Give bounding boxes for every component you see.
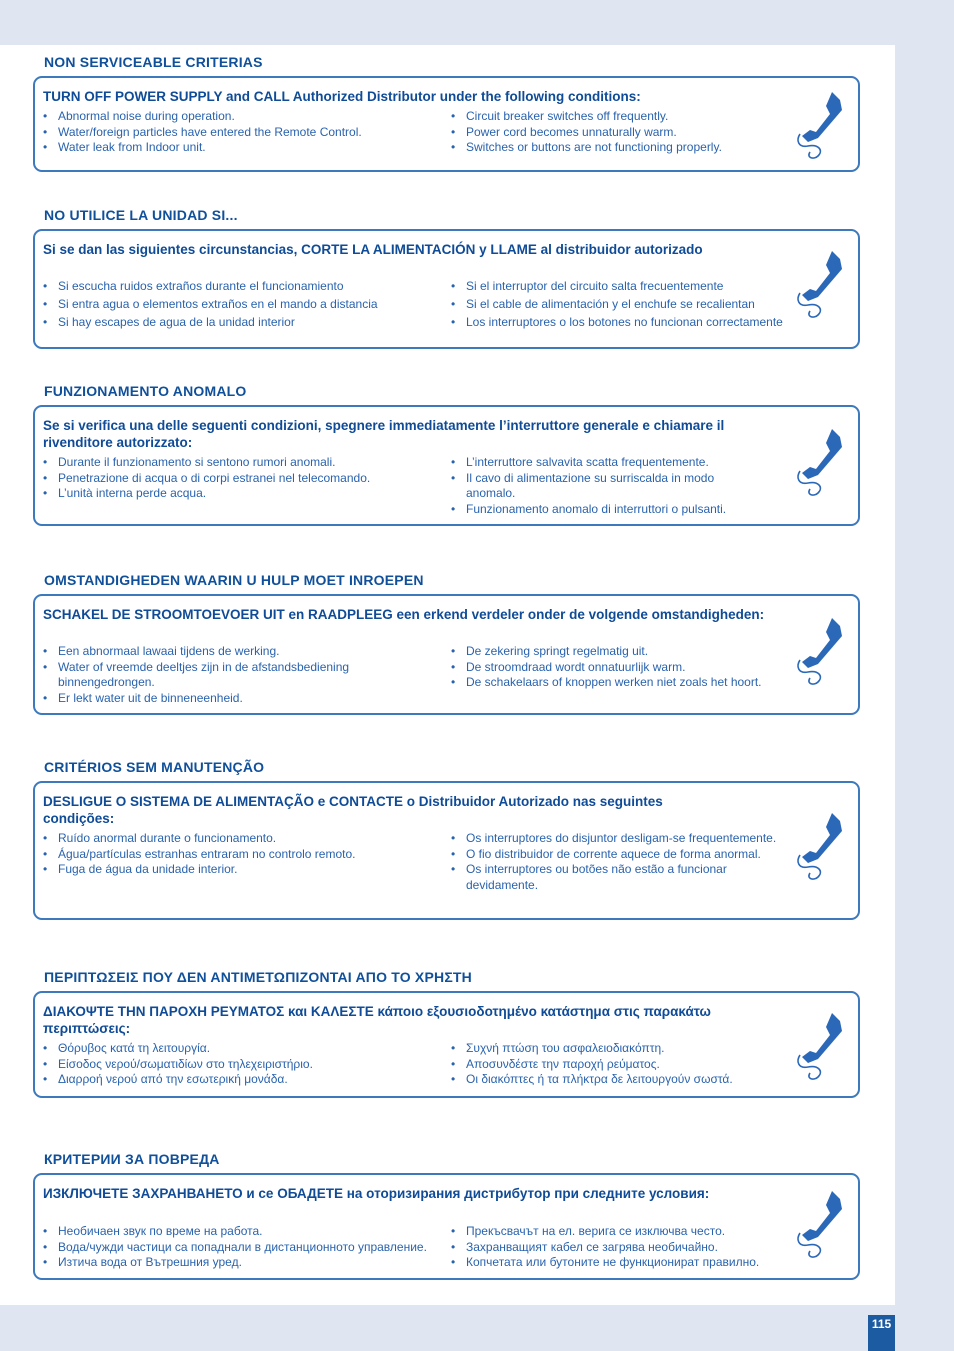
telephone-handset-icon — [794, 612, 848, 690]
notice-heading: ΔΙΑΚΟΨΤΕ ΤΗΝ ΠΑΡΟΧΗ ΡΕΥΜΑΤΟΣ και ΚΑΛΕΣΤΕ κάποιο εξουσιοδοτημένο κατάστημα στις παρακάτω περιπτώσεις: — [43, 1004, 711, 1036]
notice-heading: DESLIGUE O SISTEMA DE ALIMENTAÇÃO e CONTACTE o Distribuidor Autorizado nas seguintes condições: — [43, 794, 663, 826]
list-item: • Изтича вода от Вътрешния уред. — [43, 1255, 453, 1271]
right-list — [451, 277, 851, 331]
section-title: ΠΕΡΙΠΤΩΣΕΙΣ ΠΟΥ ΔΕΝ ΑΝΤΙΜΕΤΩΠΙΖΟΝΤΑΙ ΑΠΟ ΤΟ ΧΡΗΣΤΗ — [44, 969, 472, 985]
left-list — [43, 1224, 453, 1271]
list-item: • L’unità interna perde acqua. — [43, 486, 443, 502]
left-list — [43, 831, 443, 878]
page-sidebar — [895, 0, 954, 1351]
list-item: • Fuga de água da unidade interior. — [43, 862, 443, 878]
telephone-handset-icon — [794, 423, 848, 501]
list-item: • De zekering springt regelmatig uit. — [451, 644, 811, 660]
list-item: • Вода/чужди частици са попаднали в дистанционното управление. — [43, 1240, 453, 1256]
list-item: • Διαρροή νερού από την εσωτερική μονάδα. — [43, 1072, 443, 1088]
notice-heading: ИЗКЛЮЧЕТЕ ЗАХРАНВАНЕТО и се ОБАДЕТЕ на оторизирания дистрибутор при следните условия: — [43, 1186, 710, 1201]
section-title: CRITÉRIOS SEM MANUTENÇÃO — [44, 759, 265, 775]
notice-heading: Si se dan las siguientes circunstancias, CORTE LA ALIMENTACIÓN y LLAME al distribuidor autorizado — [43, 242, 703, 257]
list-item: • Switches or buttons are not functioning properly. — [451, 140, 811, 156]
notice-box — [33, 594, 860, 715]
left-list — [43, 644, 383, 706]
list-item: • De stroomdraad wordt onnatuurlijk warm. — [451, 660, 811, 676]
telephone-handset-icon — [794, 1185, 848, 1263]
list-item: • Circuit breaker switches off frequently. — [451, 109, 811, 125]
right-list — [451, 455, 751, 517]
notice-box — [33, 405, 860, 526]
list-item: • Прекъсвачът на ел. верига се изключва често. — [451, 1224, 811, 1240]
list-item: • Si entra agua o elementos extraños en el mando a distancia — [43, 295, 443, 313]
list-item: • Water of vreemde deeltjes zijn in de afstandsbediening binnengedrongen. — [43, 660, 383, 691]
list-item: • Water/foreign particles have entered the Remote Control. — [43, 125, 443, 141]
section-title: КРИТЕРИИ ЗА ПОВРЕДА — [44, 1151, 220, 1167]
right-list — [451, 644, 811, 691]
left-list — [43, 455, 443, 502]
right-list — [451, 1224, 811, 1271]
list-item: • Een abnormaal lawaai tijdens de werking. — [43, 644, 383, 660]
list-item: • Water leak from Indoor unit. — [43, 140, 443, 156]
right-list — [451, 1041, 811, 1088]
notice-box — [33, 229, 860, 349]
section-title: FUNZIONAMENTO ANOMALO — [44, 383, 247, 399]
list-item: • Είσοδος νερού/σωματιδίων στο τηλεχειριστήριο. — [43, 1057, 443, 1073]
list-item: • Os interruptores do disjuntor desligam-se frequentemente. — [451, 831, 781, 847]
list-item: • Si el interruptor del circuito salta frecuentemente — [451, 277, 851, 295]
section-title: NON SERVICEABLE CRITERIAS — [44, 54, 263, 70]
list-item: • De schakelaars of knoppen werken niet zoals het hoort. — [451, 675, 811, 691]
section-title: OMSTANDIGHEDEN WAARIN U HULP MOET INROEPEN — [44, 572, 424, 588]
list-item: • Θόρυβος κατά τη λειτουργία. — [43, 1041, 443, 1057]
notice-heading: Se si verifica una delle seguenti condizioni, spegnere immediatamente l’interruttore generale e chiamare il rivenditore autorizzato: — [43, 418, 725, 450]
section-title: NO UTILICE LA UNIDAD SI... — [44, 207, 238, 223]
list-item: • Αποσυνδέστε την παροχή ρεύματος. — [451, 1057, 811, 1073]
notice-box — [33, 76, 860, 172]
left-list — [43, 109, 443, 156]
telephone-handset-icon — [794, 245, 848, 323]
telephone-handset-icon — [794, 807, 848, 885]
list-item: • Si escucha ruidos extraños durante el funcionamiento — [43, 277, 443, 295]
list-item: • Los interruptores o los botones no funcionan correctamente — [451, 313, 851, 331]
page-number: 115 — [868, 1315, 895, 1351]
list-item: • Os interruptores ou botões não estão a funcionar devidamente. — [451, 862, 781, 893]
notice-box — [33, 991, 860, 1098]
notice-heading: TURN OFF POWER SUPPLY and CALL Authorized Distributor under the following conditions: — [43, 89, 641, 104]
list-item: • Durante il funzionamento si sentono rumori anomali. — [43, 455, 443, 471]
list-item: • Si hay escapes de agua de la unidad interior — [43, 313, 443, 331]
telephone-handset-icon — [794, 1007, 848, 1085]
list-item: • Água/partículas estranhas entraram no controlo remoto. — [43, 847, 443, 863]
list-item: • Ruído anormal durante o funcionamento. — [43, 831, 443, 847]
list-item: • Funzionamento anomalo di interruttori o pulsanti. — [451, 502, 751, 518]
list-item: • Συχνή πτώση του ασφαλειοδιακόπτη. — [451, 1041, 811, 1057]
notice-heading: SCHAKEL DE STROOMTOEVOER UIT en RAADPLEEG een erkend verdeler onder de volgende omstandigheden: — [43, 607, 765, 622]
right-list — [451, 831, 781, 893]
list-item: • Power cord becomes unnaturally warm. — [451, 125, 811, 141]
list-item: • Захранващият кабел се загрява необичайно. — [451, 1240, 811, 1256]
left-list — [43, 1041, 443, 1088]
list-item: • Il cavo di alimentazione su surriscalda in modo anomalo. — [451, 471, 751, 502]
right-list — [451, 109, 811, 156]
list-item: • Abnormal noise during operation. — [43, 109, 443, 125]
notice-box — [33, 1173, 860, 1280]
telephone-handset-icon — [794, 86, 848, 164]
list-item: • O fio distribuidor de corrente aquece de forma anormal. — [451, 847, 781, 863]
list-item: • Копчетата или бутоните не функционират правилно. — [451, 1255, 811, 1271]
left-list — [43, 277, 443, 331]
list-item: • Οι διακόπτες ή τα πλήκτρα δε λειτουργούν σωστά. — [451, 1072, 811, 1088]
list-item: • Er lekt water uit de binneneenheid. — [43, 691, 383, 707]
notice-box — [33, 781, 860, 920]
list-item: • Penetrazione di acqua o di corpi estranei nel telecomando. — [43, 471, 443, 487]
list-item: • Si el cable de alimentación y el enchufe se recalientan — [451, 295, 851, 313]
list-item: • L’interruttore salvavita scatta frequentemente. — [451, 455, 751, 471]
list-item: • Необичаен звук по време на работа. — [43, 1224, 453, 1240]
